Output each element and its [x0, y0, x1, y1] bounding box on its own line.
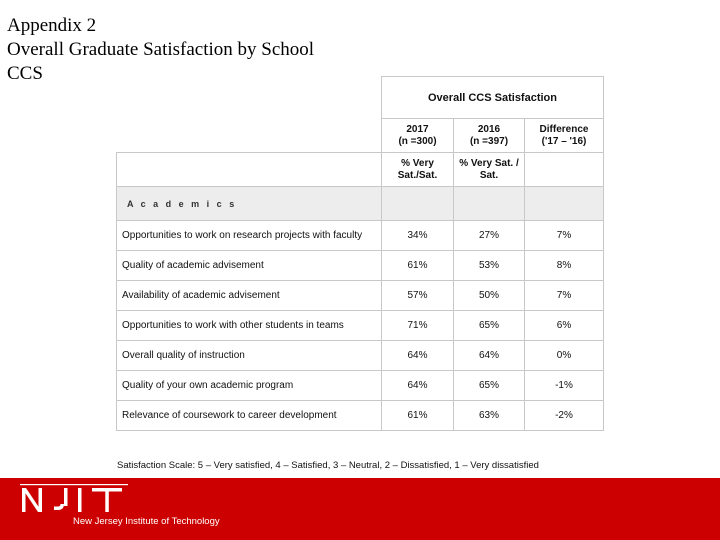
table-row [117, 341, 604, 371]
cell-2017: 61% [382, 251, 454, 281]
njit-logo [20, 482, 130, 514]
table-row [117, 401, 604, 431]
cell-2017: 57% [382, 281, 454, 311]
year-header-row [117, 119, 604, 153]
table-title: Overall CCS Satisfaction [382, 77, 604, 119]
table-row [117, 221, 604, 251]
cell-2016: 27% [454, 221, 525, 251]
section-label-academics: A c a d e m i c s [117, 187, 382, 221]
table-row [117, 251, 604, 281]
heading-school: CCS [7, 63, 43, 84]
cell-2016: 63% [454, 401, 525, 431]
cell-difference: -2% [525, 401, 604, 431]
cell-difference: 6% [525, 311, 604, 341]
cell-2017: 61% [382, 401, 454, 431]
table-row [117, 281, 604, 311]
metric-header-2016: % Very Sat. / Sat. [454, 153, 525, 187]
cell-2016: 64% [454, 341, 525, 371]
satisfaction-scale-note: Satisfaction Scale: 5 – Very satisfied, 4 – Satisfied, 3 – Neutral, 2 – Dissatisfied, 1 – Very dissatisfied [117, 460, 539, 471]
cell-difference: 0% [525, 341, 604, 371]
heading-title: Overall Graduate Satisfaction by School [7, 39, 315, 60]
cell-2016: 50% [454, 281, 525, 311]
row-label: Quality of your own academic program [117, 371, 382, 401]
cell-difference: -1% [525, 371, 604, 401]
cell-2016: 53% [454, 251, 525, 281]
row-label: Overall quality of instruction [117, 341, 382, 371]
metric-header-row [117, 153, 604, 187]
cell-2017: 64% [382, 341, 454, 371]
table-row [117, 371, 604, 401]
satisfaction-table [116, 76, 604, 431]
col-header-2016: 2016 (n =397) [454, 119, 525, 153]
cell-2017: 64% [382, 371, 454, 401]
col-header-difference: Difference ('17 – '16) [525, 119, 604, 153]
col-header-2017: 2017 (n =300) [382, 119, 454, 153]
row-label: Opportunities to work on research projects with faculty [117, 221, 382, 251]
footer-bar [0, 478, 720, 540]
cell-2017: 71% [382, 311, 454, 341]
institute-name: New Jersey Institute of Technology [73, 516, 220, 527]
row-label: Opportunities to work with other students in teams [117, 311, 382, 341]
cell-2016: 65% [454, 371, 525, 401]
row-label: Quality of academic advisement [117, 251, 382, 281]
cell-2016: 65% [454, 311, 525, 341]
cell-difference: 7% [525, 221, 604, 251]
section-row-academics [117, 187, 604, 221]
heading-appendix: Appendix 2 [7, 15, 97, 36]
table-body [117, 221, 604, 431]
metric-header-2017: % Very Sat./Sat. [382, 153, 454, 187]
row-label: Relevance of coursework to career development [117, 401, 382, 431]
cell-2017: 34% [382, 221, 454, 251]
table-title-row [117, 77, 604, 119]
cell-difference: 8% [525, 251, 604, 281]
table-row [117, 311, 604, 341]
row-label: Availability of academic advisement [117, 281, 382, 311]
cell-difference: 7% [525, 281, 604, 311]
